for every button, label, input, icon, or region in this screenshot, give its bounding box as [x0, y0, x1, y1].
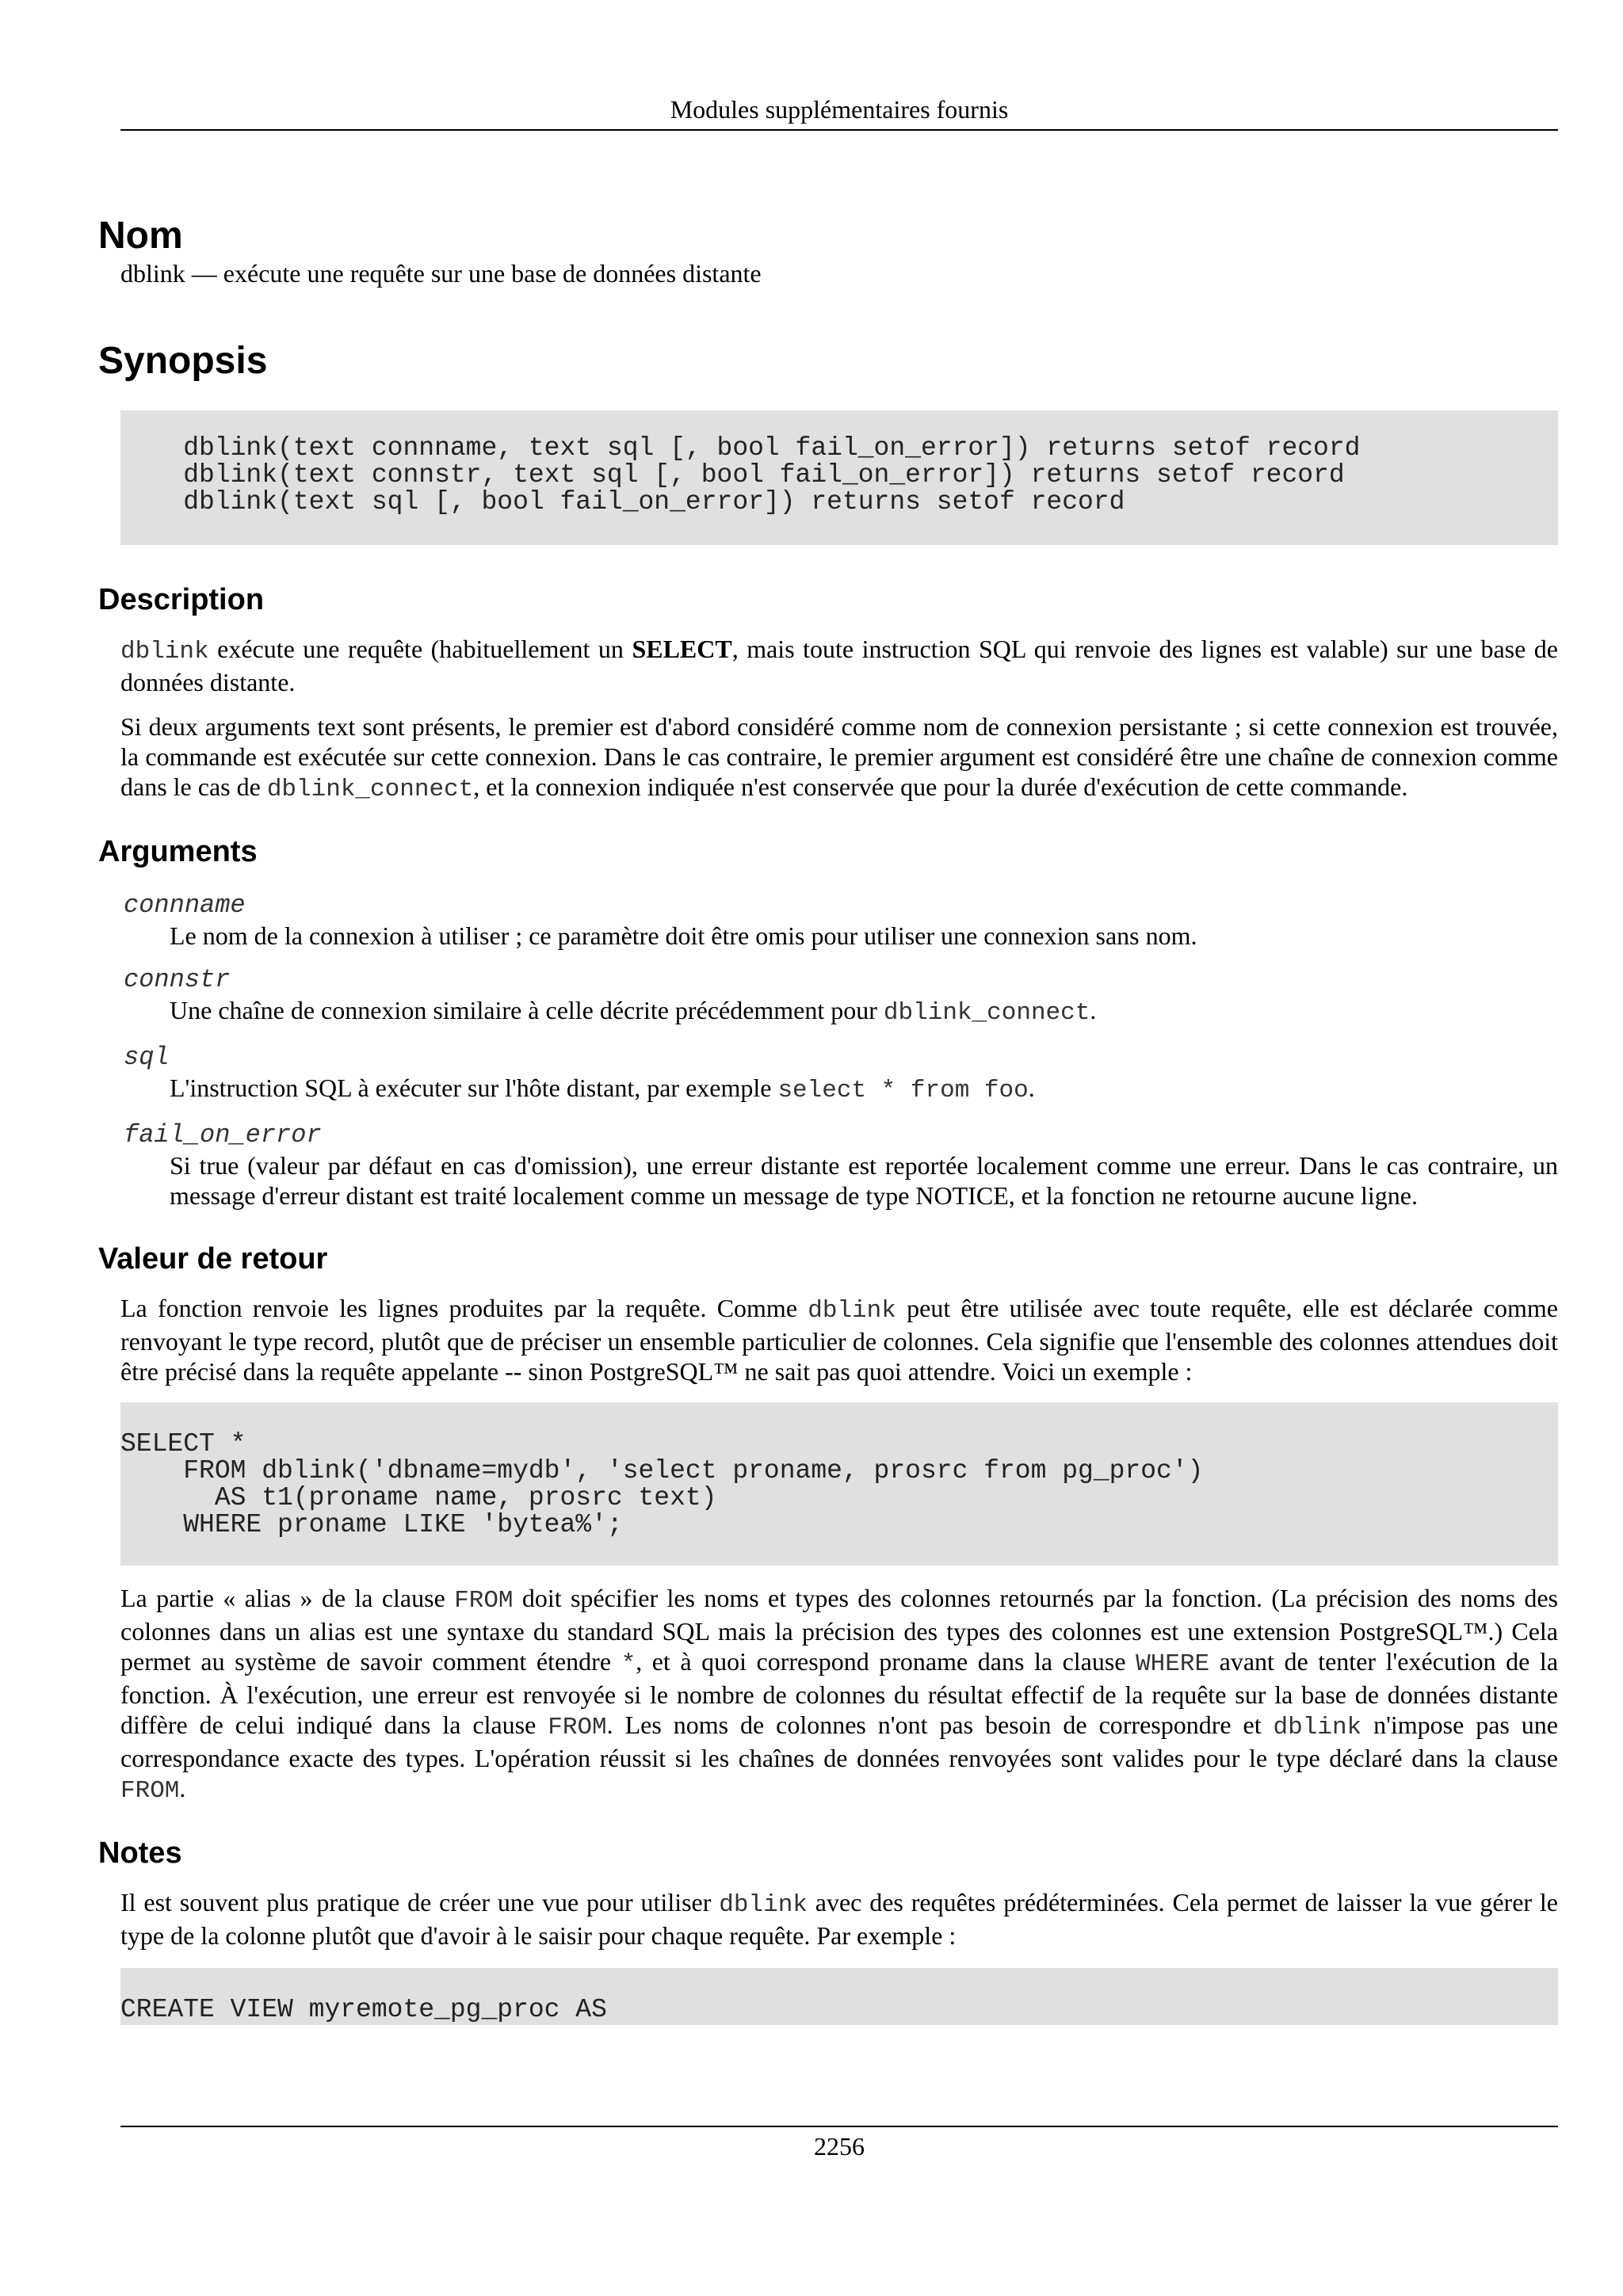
argument-term: sql	[124, 1043, 170, 1072]
section-heading-synopsis: Synopsis	[98, 340, 268, 382]
notes-paragraph-1: Il est souvent plus pratique de créer une vue pour utiliser dblink avec des requêtes prédéterminées. Cela permet de laisser la vue gérer le type de la colonne plutôt que d'avoir à le saisir pour chaque requête. Par exemple :	[120, 1888, 1559, 1950]
code-line: SELECT *	[120, 1429, 246, 1459]
synopsis-line: dblink(text connstr, text sql [, bool fail_on_error]) returns setof record	[120, 460, 1345, 490]
inline-code: WHERE	[1136, 1650, 1210, 1678]
synopsis-line: dblink(text connname, text sql [, bool fail_on_error]) returns setof record	[120, 433, 1361, 463]
argument-description: Si true (valeur par défaut en cas d'omission), une erreur distante est reportée localement comme une erreur. Dans le cas contraire, un message d'erreur distant est traité localement comme un message de type NOTICE, et la fonction ne retourne aucune ligne.	[170, 1151, 1558, 1210]
view-code-block	[120, 1968, 1558, 2025]
inline-code: FROM	[120, 1777, 180, 1805]
running-header: Modules supplémentaires fournis	[670, 95, 1009, 124]
code-line: AS t1(proname name, prosrc text)	[120, 1483, 717, 1512]
section-heading-valeur-de-retour: Valeur de retour	[98, 1242, 328, 1276]
code-line: CREATE VIEW myremote_pg_proc AS	[120, 1995, 607, 2024]
argument-description: L'instruction SQL à exécuter sur l'hôte distant, par exemple select * from foo.	[170, 1074, 1035, 1104]
inline-code: FROM	[454, 1587, 514, 1615]
nom-text: dblink — exécute une requête sur une base de données distante	[120, 259, 762, 288]
retour-paragraph-1: La fonction renvoie les lignes produites par la requête. Comme dblink peut être utilisée avec toute requête, elle est déclarée comme renvoyant le type record, plutôt que de préciser un ensemble particulier de colonnes. Cela signifie que l'ensemble des colonnes attendues doit être précisé dans la requête appelante -- sinon PostgreSQL™ ne sait pas quoi attendre. Voici un exemple :	[120, 1294, 1559, 1386]
argument-description: Le nom de la connexion à utiliser ; ce paramètre doit être omis pour utiliser une connexion sans nom.	[170, 921, 1197, 950]
code-line: WHERE proname LIKE 'bytea%';	[120, 1510, 623, 1539]
page-number: 2256	[814, 2132, 865, 2161]
synopsis-code-block	[120, 410, 1558, 545]
section-heading-description: Description	[98, 583, 265, 616]
code-line: FROM dblink('dbname=mydb', 'select proname, prosrc from pg_proc')	[120, 1456, 1204, 1486]
inline-code: dblink	[120, 638, 209, 666]
argument-term: fail_on_error	[124, 1120, 322, 1150]
description-paragraph-2: Si deux arguments text sont présents, le premier est d'abord considéré comme nom de connexion persistante ; si cette connexion est trouvée, la commande est exécutée sur cette connexion. Dans le cas contraire, le premier argument est considéré être une chaîne de connexion comme dans le cas de dblink_connect, et la connexion indiquée n'est conservée que pour la durée d'exécution de cette commande.	[120, 712, 1558, 803]
inline-code: dblink	[1273, 1714, 1362, 1741]
bold-keyword: SELECT	[632, 635, 732, 663]
inline-code: select * from foo	[777, 1077, 1029, 1104]
retour-paragraph-2: La partie « alias » de la clause FROM doit spécifier les noms et types des colonnes retournés par la fonction. (La précision des noms des colonnes dans un alias est une syntaxe du standard SQL mais la précision des types des colonnes est une extension PostgreSQL™.) Cela permet au système de savoir comment étendre *, et à quoi correspond proname dans la clause WHERE avant de tenter l'exécution de la fonction. À l'exécution, une erreur est renvoyée si le nombre de colonnes du résultat effectif de la requête sur la base de données distante diffère de celui indiqué dans la clause FROM. Les noms de colonnes n'ont pas besoin de correspondre et dblink n'impose pas une correspondance exacte des types. L'opération réussit si les chaînes de données renvoyées sont valides pour le type déclaré dans la clause FROM.	[120, 1584, 1559, 1805]
inline-code: dblink	[808, 1297, 896, 1325]
inline-code: dblink_connect	[883, 999, 1090, 1027]
description-paragraph-1: dblink exécute une requête (habituellement un SELECT, mais toute instruction SQL qui renvoie des lignes est valable) sur une base de données distante.	[120, 635, 1559, 696]
header-rule	[120, 129, 1558, 131]
section-heading-nom: Nom	[98, 215, 183, 257]
example-code-block	[120, 1402, 1558, 1566]
section-heading-notes: Notes	[98, 1836, 182, 1870]
inline-code: dblink_connect	[266, 776, 474, 803]
arguments-list	[120, 891, 1558, 1211]
synopsis-line: dblink(text sql [, bool fail_on_error]) returns setof record	[120, 487, 1125, 517]
argument-description: Une chaîne de connexion similaire à celle décrite précédemment pour dblink_connect.	[170, 996, 1097, 1027]
inline-code: *	[621, 1650, 636, 1678]
argument-term: connname	[124, 891, 246, 920]
section-heading-arguments: Arguments	[98, 835, 258, 868]
main-content	[98, 214, 1559, 2025]
inline-code: dblink	[719, 1891, 808, 1919]
inline-code: FROM	[548, 1714, 607, 1741]
argument-term: connstr	[124, 965, 231, 994]
footer-rule	[120, 2126, 1558, 2127]
